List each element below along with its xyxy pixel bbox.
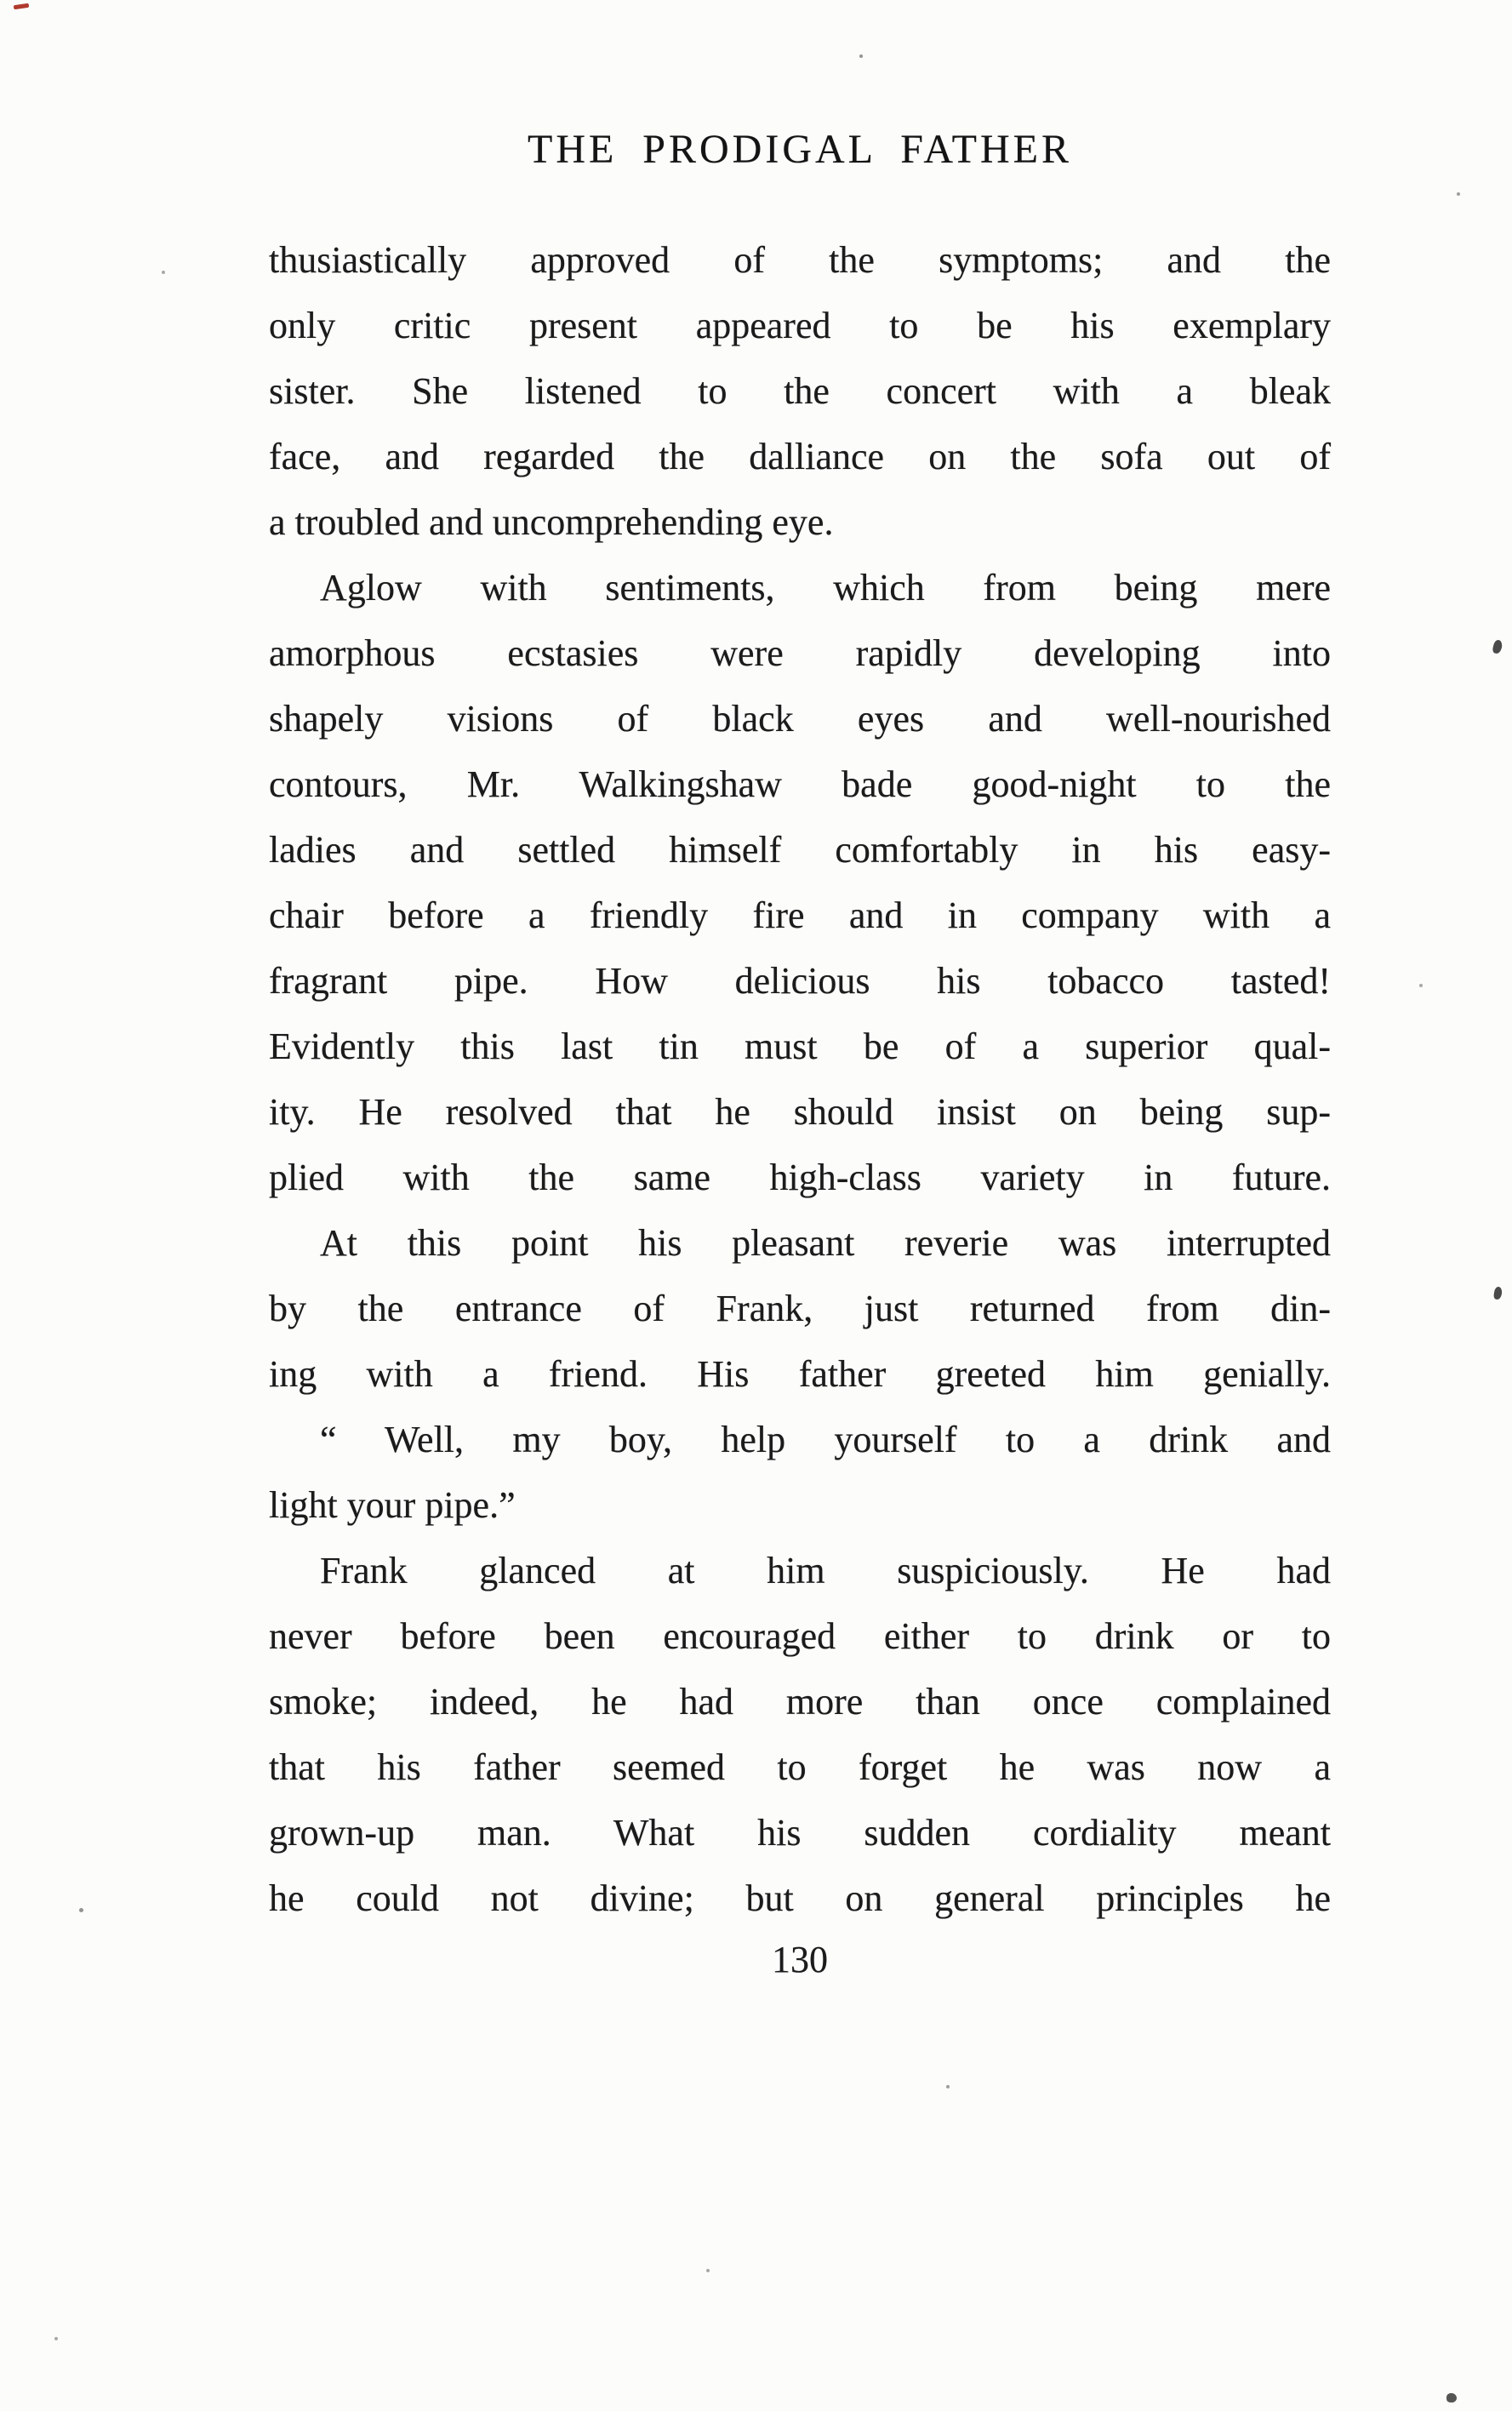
text-line: amorphous ecstasies were rapidly developing into <box>269 631 1331 674</box>
paragraph <box>269 555 1331 1210</box>
text-line: he could not divine; but on general principles he <box>269 1877 1331 1919</box>
text-line: contours, Mr. Walkingshaw bade good-night to the <box>269 763 1331 805</box>
running-head: THE PRODIGAL FATHER <box>528 127 1072 172</box>
scan-speck <box>1457 192 1460 196</box>
text-line: only critic present appeared to be his exemplary <box>269 304 1331 346</box>
scan-speck <box>859 54 863 58</box>
text-line: shapely visions of black eyes and well-nourished <box>269 697 1331 740</box>
text-line: plied with the same high-class variety in future. <box>269 1156 1331 1198</box>
text-line: ing with a friend. His father greeted him genially. <box>269 1352 1331 1395</box>
paragraph <box>269 1210 1331 1407</box>
text-line: fragrant pipe. How delicious his tobacco tasted! <box>269 959 1331 1002</box>
text-line: that his father seemed to forget he was now a <box>269 1745 1331 1788</box>
text-line: light your pipe.” <box>269 1483 516 1526</box>
ink-mark <box>1493 1286 1503 1300</box>
text-line: a troubled and uncomprehending eye. <box>269 500 834 543</box>
scan-speck <box>1419 984 1423 987</box>
paragraphs <box>269 227 1331 1931</box>
text-line: smoke; indeed, he had more than once complained <box>269 1680 1331 1723</box>
scan-speck <box>79 1908 83 1912</box>
text-line: grown-up man. What his sudden cordiality meant <box>269 1811 1331 1854</box>
paragraph <box>269 1407 1331 1538</box>
text-line: never before been encouraged either to drink or to <box>269 1614 1331 1657</box>
page-number: 130 <box>772 1938 828 1980</box>
text-line: face, and regarded the dalliance on the sofa out of <box>269 435 1331 477</box>
scan-speck <box>946 2085 950 2088</box>
text-line: Evidently this last tin must be of a superior qual- <box>269 1025 1331 1067</box>
text-column <box>269 0 1331 1983</box>
red-ink-mark <box>14 3 30 9</box>
text-line: Frank glanced at him suspiciously. He had <box>320 1549 1331 1591</box>
ink-mark <box>1446 2393 1457 2402</box>
paragraph <box>269 227 1331 555</box>
scan-speck <box>706 2269 710 2272</box>
text-line: sister. She listened to the concert with a bleak <box>269 369 1331 412</box>
text-line: “ Well, my boy, help yourself to a drink and <box>320 1418 1331 1460</box>
text-line: by the entrance of Frank, just returned from din- <box>269 1287 1331 1329</box>
scan-speck <box>939 141 941 144</box>
text-line: ity. He resolved that he should insist on being sup- <box>269 1090 1331 1133</box>
text-line: ladies and settled himself comfortably in his easy- <box>269 828 1331 871</box>
scan-speck <box>162 271 165 274</box>
scan-speck <box>54 2337 58 2340</box>
text-line: At this point his pleasant reverie was interrupted <box>320 1221 1331 1264</box>
paragraph <box>269 1538 1331 1931</box>
text-line: thusiastically approved of the symptoms; and the <box>269 238 1331 281</box>
ink-mark <box>1492 639 1503 654</box>
text-line: Aglow with sentiments, which from being mere <box>320 566 1331 608</box>
text-line: chair before a friendly fire and in company with a <box>269 894 1331 936</box>
